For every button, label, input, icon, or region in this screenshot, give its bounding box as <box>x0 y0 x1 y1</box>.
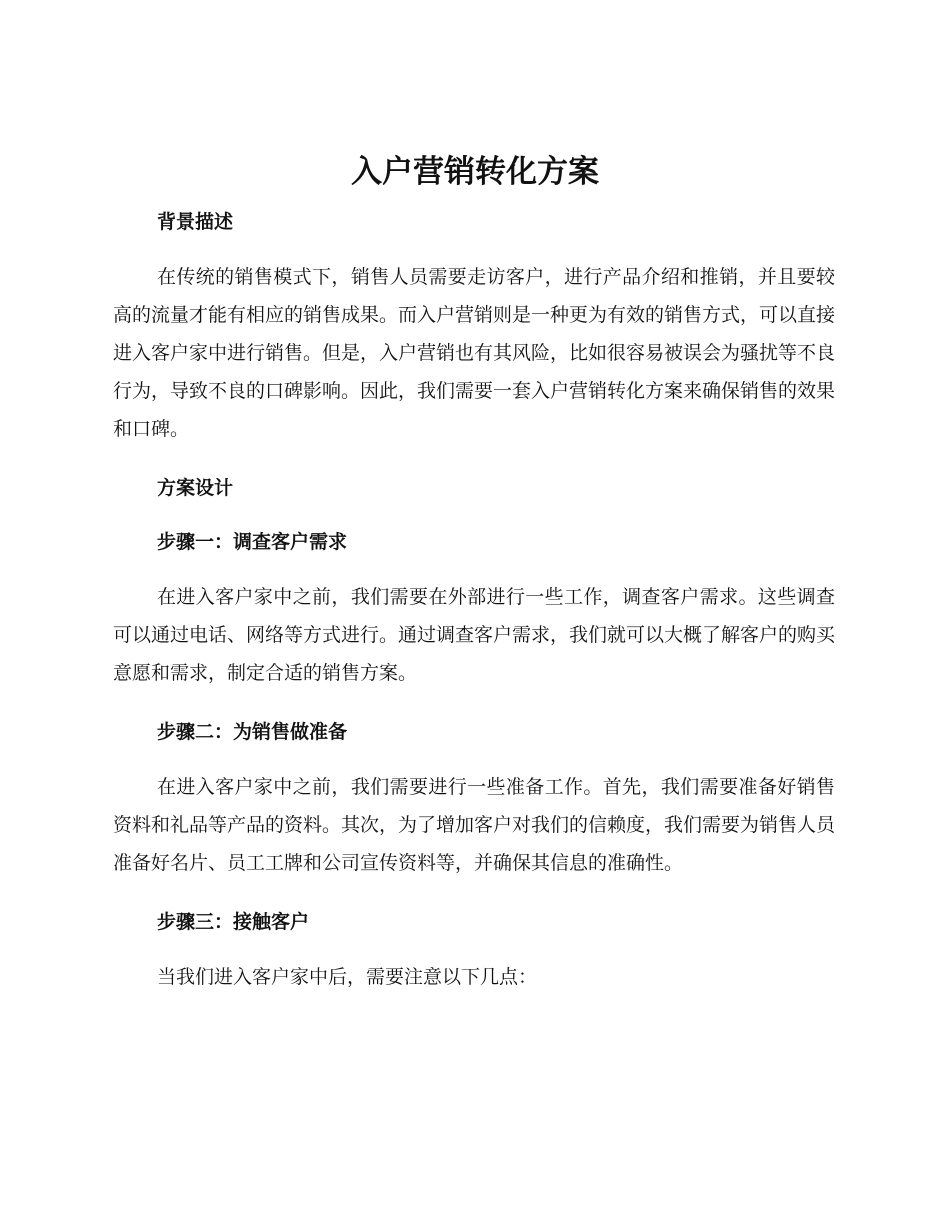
document-body <box>113 202 835 996</box>
section-heading-step2: 步骤二：为销售做准备 <box>157 721 348 743</box>
document-title: 入户营销转化方案 <box>351 154 599 190</box>
section-paragraph-step2: 在进入客户家中之前，我们需要进行一些准备工作。首先，我们需要准备好销售资料和礼品等产品的资料。其次，为了增加客户对我们的信赖度，我们需要为销售人员准备好名片、员工工牌和公司宣传资料等，并确保其信息的准确性。 <box>113 776 836 874</box>
section-paragraph-step3: 当我们进入客户家中后，需要注意以下几点： <box>157 966 538 988</box>
section-heading-background: 背景描述 <box>157 211 234 233</box>
section-heading-design: 方案设计 <box>157 477 234 499</box>
section-heading-step1: 步骤一：调查客户需求 <box>157 531 348 553</box>
section-paragraph-background: 在传统的销售模式下，销售人员需要走访客户，进行产品介绍和推销，并且要较高的流量才能有相应的销售成果。而入户营销则是一种更为有效的销售方式，可以直接进入客户家中进行销售。但是，入户营销也有其风险，比如很容易被误会为骚扰等不良行为，导致不良的口碑影响。因此，我们需要一套入户营销转化方案来确保销售的效果和口碑。 <box>113 266 836 440</box>
section-paragraph-step1: 在进入客户家中之前，我们需要在外部进行一些工作，调查客户需求。这些调查可以通过电话、网络等方式进行。通过调查客户需求，我们就可以大概了解客户的购买意愿和需求，制定合适的销售方案。 <box>113 586 836 684</box>
section-heading-step3: 步骤三：接触客户 <box>157 911 310 933</box>
